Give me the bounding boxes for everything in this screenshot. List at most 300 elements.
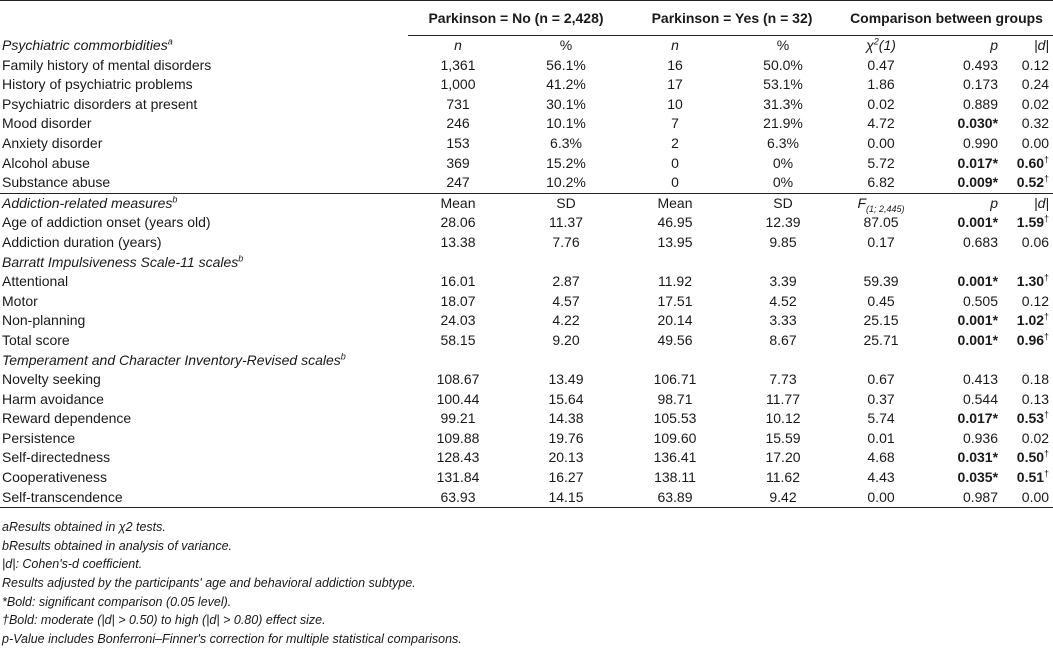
table-cell <box>508 56 624 76</box>
cell-value: 153 <box>446 134 470 151</box>
empty-cell <box>922 351 1002 371</box>
cell-value: 0.017* <box>957 410 999 427</box>
table-cell <box>840 448 922 468</box>
footnote: bResults obtained in analysis of variance. <box>2 538 232 553</box>
section-title-note: b <box>172 194 178 205</box>
table-cell <box>408 311 508 331</box>
empty-cell <box>840 351 922 371</box>
table-row <box>0 272 1053 292</box>
cell-value: 56.1% <box>546 56 586 73</box>
cell-value: 59.39 <box>863 273 899 290</box>
cell-value: 19.76 <box>548 429 584 446</box>
cell-value: 1,000 <box>440 76 476 93</box>
table-cell <box>624 233 726 253</box>
table-cell <box>408 468 508 488</box>
row-label: Harm avoidance <box>2 390 104 407</box>
row-label: Persistence <box>2 429 76 446</box>
cell-value: 0.493 <box>962 56 999 73</box>
cell-value: 24.03 <box>440 312 476 329</box>
table-cell <box>922 134 1002 154</box>
dagger-mark: † <box>1044 409 1050 420</box>
section-title-text: Psychiatric commorbidities <box>2 36 168 53</box>
cell-value: 0.32 <box>1021 115 1050 132</box>
section-title-note: a <box>167 36 173 47</box>
cell-value: 98.71 <box>657 390 693 407</box>
table-cell <box>922 173 1002 193</box>
table-cell <box>840 311 922 331</box>
cell-value: 17.51 <box>657 292 693 309</box>
cell-value: 0.17 <box>867 233 895 250</box>
row-label: Family history of mental disorders <box>2 56 212 73</box>
table-cell <box>408 114 508 134</box>
table-cell <box>840 134 922 154</box>
section-header-row <box>0 351 1053 371</box>
cell-value: 9.20 <box>552 331 580 348</box>
row-label: Alcohol abuse <box>2 154 90 171</box>
dagger-mark: † <box>1044 173 1050 184</box>
table-cell <box>624 311 726 331</box>
column-subheader: p <box>922 193 1002 213</box>
table-cell <box>408 370 508 390</box>
cell-value: 11.77 <box>766 390 800 407</box>
cell-value: 247 <box>446 174 470 191</box>
footnote: |d|: Cohen's-d coefficient. <box>2 557 143 572</box>
cell-value: 3.33 <box>769 312 797 329</box>
cell-value: 1.02 <box>1016 312 1045 329</box>
cell-value: 0.001* <box>957 331 999 348</box>
cell-value: 0.13 <box>1021 390 1050 407</box>
table-cell <box>408 134 508 154</box>
cell-value: 99.21 <box>440 410 476 427</box>
table-cell <box>840 56 922 76</box>
cell-value: 0.030* <box>957 115 999 132</box>
cell-value: 0.017* <box>957 154 999 171</box>
cell-value: 16 <box>667 56 683 73</box>
section-title <box>0 351 408 371</box>
table-cell <box>1002 213 1053 233</box>
cell-value: 9.42 <box>769 488 797 505</box>
header-group-comparison: Comparison between groups <box>840 1 1053 36</box>
table-cell <box>840 173 922 193</box>
table-cell <box>840 390 922 410</box>
cell-value: 30.1% <box>546 95 586 112</box>
table-cell <box>726 95 840 115</box>
row-label: Non-planning <box>2 312 86 329</box>
cell-value: 11.92 <box>658 273 692 290</box>
cell-value: 0.00 <box>1021 134 1050 151</box>
cell-value: 4.72 <box>867 115 895 132</box>
empty-cell <box>922 253 1002 273</box>
cell-value: 0.009* <box>957 174 999 191</box>
table-cell <box>624 75 726 95</box>
column-subheader: SD <box>508 193 624 213</box>
cell-value: 10.1% <box>546 115 586 132</box>
table-cell <box>726 429 840 449</box>
table-cell <box>922 95 1002 115</box>
table-cell <box>726 233 840 253</box>
cell-value: 0.683 <box>962 233 999 250</box>
cell-value: 0.51 <box>1016 469 1045 486</box>
cell-value: 14.38 <box>548 410 584 427</box>
table-cell <box>922 409 1002 429</box>
section-header-row <box>0 36 1053 56</box>
table-cell <box>508 390 624 410</box>
cell-value: 0.52 <box>1016 174 1045 191</box>
cell-value: 15.64 <box>548 390 584 407</box>
header-group-no-parkinson: Parkinson = No (n = 2,428) <box>408 1 624 36</box>
cell-value: 136.41 <box>653 449 697 466</box>
table-cell <box>408 409 508 429</box>
empty-cell <box>1002 351 1053 371</box>
table-cell <box>726 292 840 312</box>
table-cell <box>840 488 922 508</box>
column-subheader: % <box>559 37 573 53</box>
cell-value: 25.15 <box>863 312 899 329</box>
cell-value: 0.505 <box>962 292 999 309</box>
row-label: Novelty seeking <box>2 371 101 388</box>
cell-value: 6.3% <box>767 134 799 151</box>
cell-value: 0.035* <box>957 469 999 486</box>
dagger-mark: † <box>1044 213 1050 224</box>
table-cell <box>726 173 840 193</box>
cell-value: 31.3% <box>763 95 803 112</box>
cell-value: 1.30 <box>1016 273 1045 290</box>
cell-value: 21.9% <box>763 115 803 132</box>
cell-value: 6.82 <box>867 174 895 191</box>
cell-value: 4.68 <box>867 449 895 466</box>
row-label: Total score <box>2 331 70 348</box>
table-cell <box>624 272 726 292</box>
cell-value: 8.67 <box>769 331 797 348</box>
cell-value: 0 <box>671 174 679 191</box>
cell-value: 369 <box>446 154 470 171</box>
cell-value: 0.96 <box>1016 331 1045 348</box>
table-cell <box>840 331 922 351</box>
table-cell <box>726 75 840 95</box>
table-cell <box>922 272 1002 292</box>
cell-value: 131.84 <box>436 469 480 486</box>
table-cell <box>508 331 624 351</box>
cell-value: 0.24 <box>1021 76 1050 93</box>
cell-value: 0.50 <box>1016 449 1045 466</box>
table-cell <box>624 429 726 449</box>
table-cell <box>1002 448 1053 468</box>
table-cell <box>1002 233 1053 253</box>
cell-value: 17 <box>667 76 683 93</box>
table-cell <box>1002 272 1053 292</box>
cell-value: 138.11 <box>654 469 696 486</box>
table-cell <box>624 390 726 410</box>
row-label: Attentional <box>2 273 69 290</box>
table-cell <box>624 173 726 193</box>
table-row <box>0 56 1053 76</box>
cell-value: 4.22 <box>552 312 580 329</box>
table-cell <box>922 311 1002 331</box>
empty-cell <box>508 253 624 273</box>
footnote: aResults obtained in χ2 tests. <box>2 520 166 535</box>
cell-value: 4.43 <box>867 469 895 486</box>
cell-value: 105.53 <box>653 410 697 427</box>
cell-value: 9.85 <box>769 233 797 250</box>
table-cell <box>922 429 1002 449</box>
cell-value: 0.47 <box>867 56 895 73</box>
table-cell <box>1002 488 1053 508</box>
table-row <box>0 75 1053 95</box>
table-cell <box>840 213 922 233</box>
cell-value: 10 <box>667 95 683 112</box>
cell-value: 0.990 <box>962 134 999 151</box>
section-title-note: b <box>238 252 244 263</box>
table-cell <box>508 173 624 193</box>
section-title <box>0 193 408 213</box>
table-cell <box>840 468 922 488</box>
cell-value: 41.2% <box>546 76 586 93</box>
table-cell <box>624 448 726 468</box>
cell-value: 16.27 <box>548 469 584 486</box>
table-cell <box>408 173 508 193</box>
table-cell <box>508 409 624 429</box>
table-cell <box>840 409 922 429</box>
cell-value: 0.37 <box>867 390 895 407</box>
header-blank <box>0 1 408 36</box>
table-cell <box>508 233 624 253</box>
table-cell <box>922 468 1002 488</box>
row-label: Self-directedness <box>2 449 111 466</box>
table-header <box>0 1 1053 36</box>
empty-cell <box>726 351 840 371</box>
cell-value: 0.544 <box>962 390 999 407</box>
table-row <box>0 292 1053 312</box>
table-cell <box>508 448 624 468</box>
table-cell <box>1002 134 1053 154</box>
table-cell <box>508 370 624 390</box>
cell-value: 10.12 <box>765 410 801 427</box>
table-row <box>0 409 1053 429</box>
table-cell <box>508 272 624 292</box>
cell-value: 0.00 <box>867 488 895 505</box>
table-cell <box>408 154 508 174</box>
cell-value: 12.39 <box>765 214 801 231</box>
table-cell <box>408 233 508 253</box>
table-cell <box>840 114 922 134</box>
row-label: Addiction duration (years) <box>2 233 162 250</box>
section-title-text: Barratt Impulsiveness Scale-11 scales <box>2 253 239 270</box>
section-title-text: Temperament and Character Inventory-Revised scales <box>2 351 341 368</box>
cell-value: 0.001* <box>957 273 999 290</box>
cell-value: 0.987 <box>962 488 999 505</box>
dagger-mark: † <box>1044 468 1050 479</box>
cell-value: 17.20 <box>765 449 801 466</box>
table-cell <box>840 154 922 174</box>
cell-value: 7.76 <box>552 233 580 250</box>
footnote: *Bold: significant comparison (0.05 level). <box>2 594 232 609</box>
table-cell <box>624 331 726 351</box>
section-title <box>0 36 408 56</box>
table-cell <box>840 233 922 253</box>
column-subheader: n <box>671 37 679 53</box>
cell-value: 15.2% <box>546 154 586 171</box>
table-row <box>0 173 1053 193</box>
table-body <box>0 36 1053 508</box>
cell-value: 4.57 <box>552 292 580 309</box>
table-cell <box>1002 331 1053 351</box>
cell-value: 0.936 <box>962 429 999 446</box>
table-row <box>0 114 1053 134</box>
table-cell <box>726 370 840 390</box>
dagger-mark: † <box>1044 153 1050 164</box>
table-row <box>0 390 1053 410</box>
table-cell <box>922 75 1002 95</box>
footnote: Results adjusted by the participants' age and behavioral addiction subtype. <box>2 576 416 591</box>
table-cell <box>726 390 840 410</box>
cell-value: 87.05 <box>863 214 899 231</box>
cell-value: 63.93 <box>440 488 476 505</box>
cell-value: 50.0% <box>763 56 803 73</box>
cell-value: 5.74 <box>867 410 895 427</box>
table-cell <box>624 488 726 508</box>
table-cell <box>922 331 1002 351</box>
table-row <box>0 331 1053 351</box>
row-label: History of psychiatric problems <box>2 76 193 93</box>
cell-value: 0.001* <box>957 214 999 231</box>
footnote: †Bold: moderate (|d| > 0.50) to high (|d| > 0.80) effect size. <box>2 613 326 628</box>
table-cell <box>922 390 1002 410</box>
cell-value: 0.173 <box>962 76 999 93</box>
cell-value: 63.89 <box>657 488 693 505</box>
table-row <box>0 429 1053 449</box>
table-row <box>0 311 1053 331</box>
section-header-row <box>0 253 1053 273</box>
table-cell <box>408 390 508 410</box>
table-cell <box>726 134 840 154</box>
row-label: Anxiety disorder <box>2 134 103 151</box>
table-cell <box>408 292 508 312</box>
table-cell <box>726 154 840 174</box>
table-cell <box>624 292 726 312</box>
table-cell <box>840 292 922 312</box>
cell-value: 18.07 <box>440 292 476 309</box>
table-cell <box>1002 75 1053 95</box>
table-cell <box>624 409 726 429</box>
cell-value: 108.67 <box>436 371 480 388</box>
table-cell <box>624 56 726 76</box>
column-subheader: SD <box>726 193 840 213</box>
table-cell <box>840 429 922 449</box>
table-cell <box>624 114 726 134</box>
table-cell <box>408 448 508 468</box>
table-cell <box>408 75 508 95</box>
row-label: Self-transcendence <box>0 488 408 508</box>
cell-value: 0.45 <box>867 292 895 309</box>
cell-value: 0.01 <box>867 429 895 446</box>
cell-value: 0.67 <box>867 371 895 388</box>
table-cell <box>1002 154 1053 174</box>
table-cell <box>922 114 1002 134</box>
empty-cell <box>408 351 508 371</box>
cell-value: 731 <box>446 95 470 112</box>
table-cell <box>922 292 1002 312</box>
cell-value: 7.73 <box>769 371 797 388</box>
footnote: p-Value includes Bonferroni–Finner's correction for multiple statistical comparisons. <box>2 631 462 646</box>
dagger-mark: † <box>1044 448 1050 459</box>
table-row <box>0 468 1053 488</box>
cell-value: 20.13 <box>548 449 584 466</box>
table-cell <box>508 488 624 508</box>
table-row <box>0 370 1053 390</box>
row-label: Reward dependence <box>2 410 132 427</box>
table-cell <box>408 56 508 76</box>
table-cell <box>1002 95 1053 115</box>
table-cell <box>624 95 726 115</box>
row-label: Psychiatric disorders at present <box>2 95 198 112</box>
table-cell <box>726 56 840 76</box>
table-cell <box>408 95 508 115</box>
cell-value: 46.95 <box>657 214 693 231</box>
table-cell <box>726 213 840 233</box>
table-cell <box>726 409 840 429</box>
table-cell <box>726 468 840 488</box>
cell-value: 109.60 <box>653 429 697 446</box>
empty-cell <box>508 351 624 371</box>
cell-value: 106.71 <box>653 371 697 388</box>
cell-value: 1,361 <box>440 56 476 73</box>
table-cell <box>840 272 922 292</box>
table-cell <box>624 134 726 154</box>
cell-value: 0.02 <box>1021 429 1050 446</box>
table-cell <box>1002 292 1053 312</box>
table-cell <box>1002 390 1053 410</box>
cell-value: 2 <box>671 134 679 151</box>
table-cell <box>922 448 1002 468</box>
table-cell <box>508 154 624 174</box>
cell-value: 100.44 <box>436 390 480 407</box>
table-cell <box>408 488 508 508</box>
row-label: Motor <box>2 292 38 309</box>
cell-value: 13.38 <box>440 233 476 250</box>
table-cell <box>726 272 840 292</box>
cell-value: 10.2% <box>546 174 586 191</box>
table-footnotes <box>0 518 1053 648</box>
cell-value: 11.62 <box>766 469 800 486</box>
cell-value: 6.3% <box>550 134 582 151</box>
cell-value: 0.60 <box>1016 154 1045 171</box>
table-cell <box>726 331 840 351</box>
cell-value: 109.88 <box>436 429 480 446</box>
table-row <box>0 154 1053 174</box>
cell-value: 0.18 <box>1021 371 1050 388</box>
table-cell <box>922 154 1002 174</box>
table-row <box>0 95 1053 115</box>
cell-value: 0.031* <box>957 449 999 466</box>
table-cell <box>624 468 726 488</box>
section-header-row <box>0 193 1053 213</box>
cell-value: 0.06 <box>1021 233 1050 250</box>
cell-value: 246 <box>446 115 470 132</box>
cell-value: 58.15 <box>440 331 476 348</box>
cell-value: 0.001* <box>957 312 999 329</box>
cell-value: 1.86 <box>867 76 895 93</box>
row-label: Mood disorder <box>2 115 92 132</box>
section-title-text: Addiction-related measures <box>2 194 173 211</box>
table-cell <box>726 114 840 134</box>
cell-value: 0.12 <box>1021 292 1050 309</box>
empty-cell <box>1002 253 1053 273</box>
cell-value: 128.43 <box>436 449 480 466</box>
column-subheader-chi-square: $\chi^2(1)$ <box>866 36 896 53</box>
cell-value: 53.1% <box>763 76 803 93</box>
cell-value: 13.49 <box>548 371 584 388</box>
section-title <box>0 253 408 273</box>
